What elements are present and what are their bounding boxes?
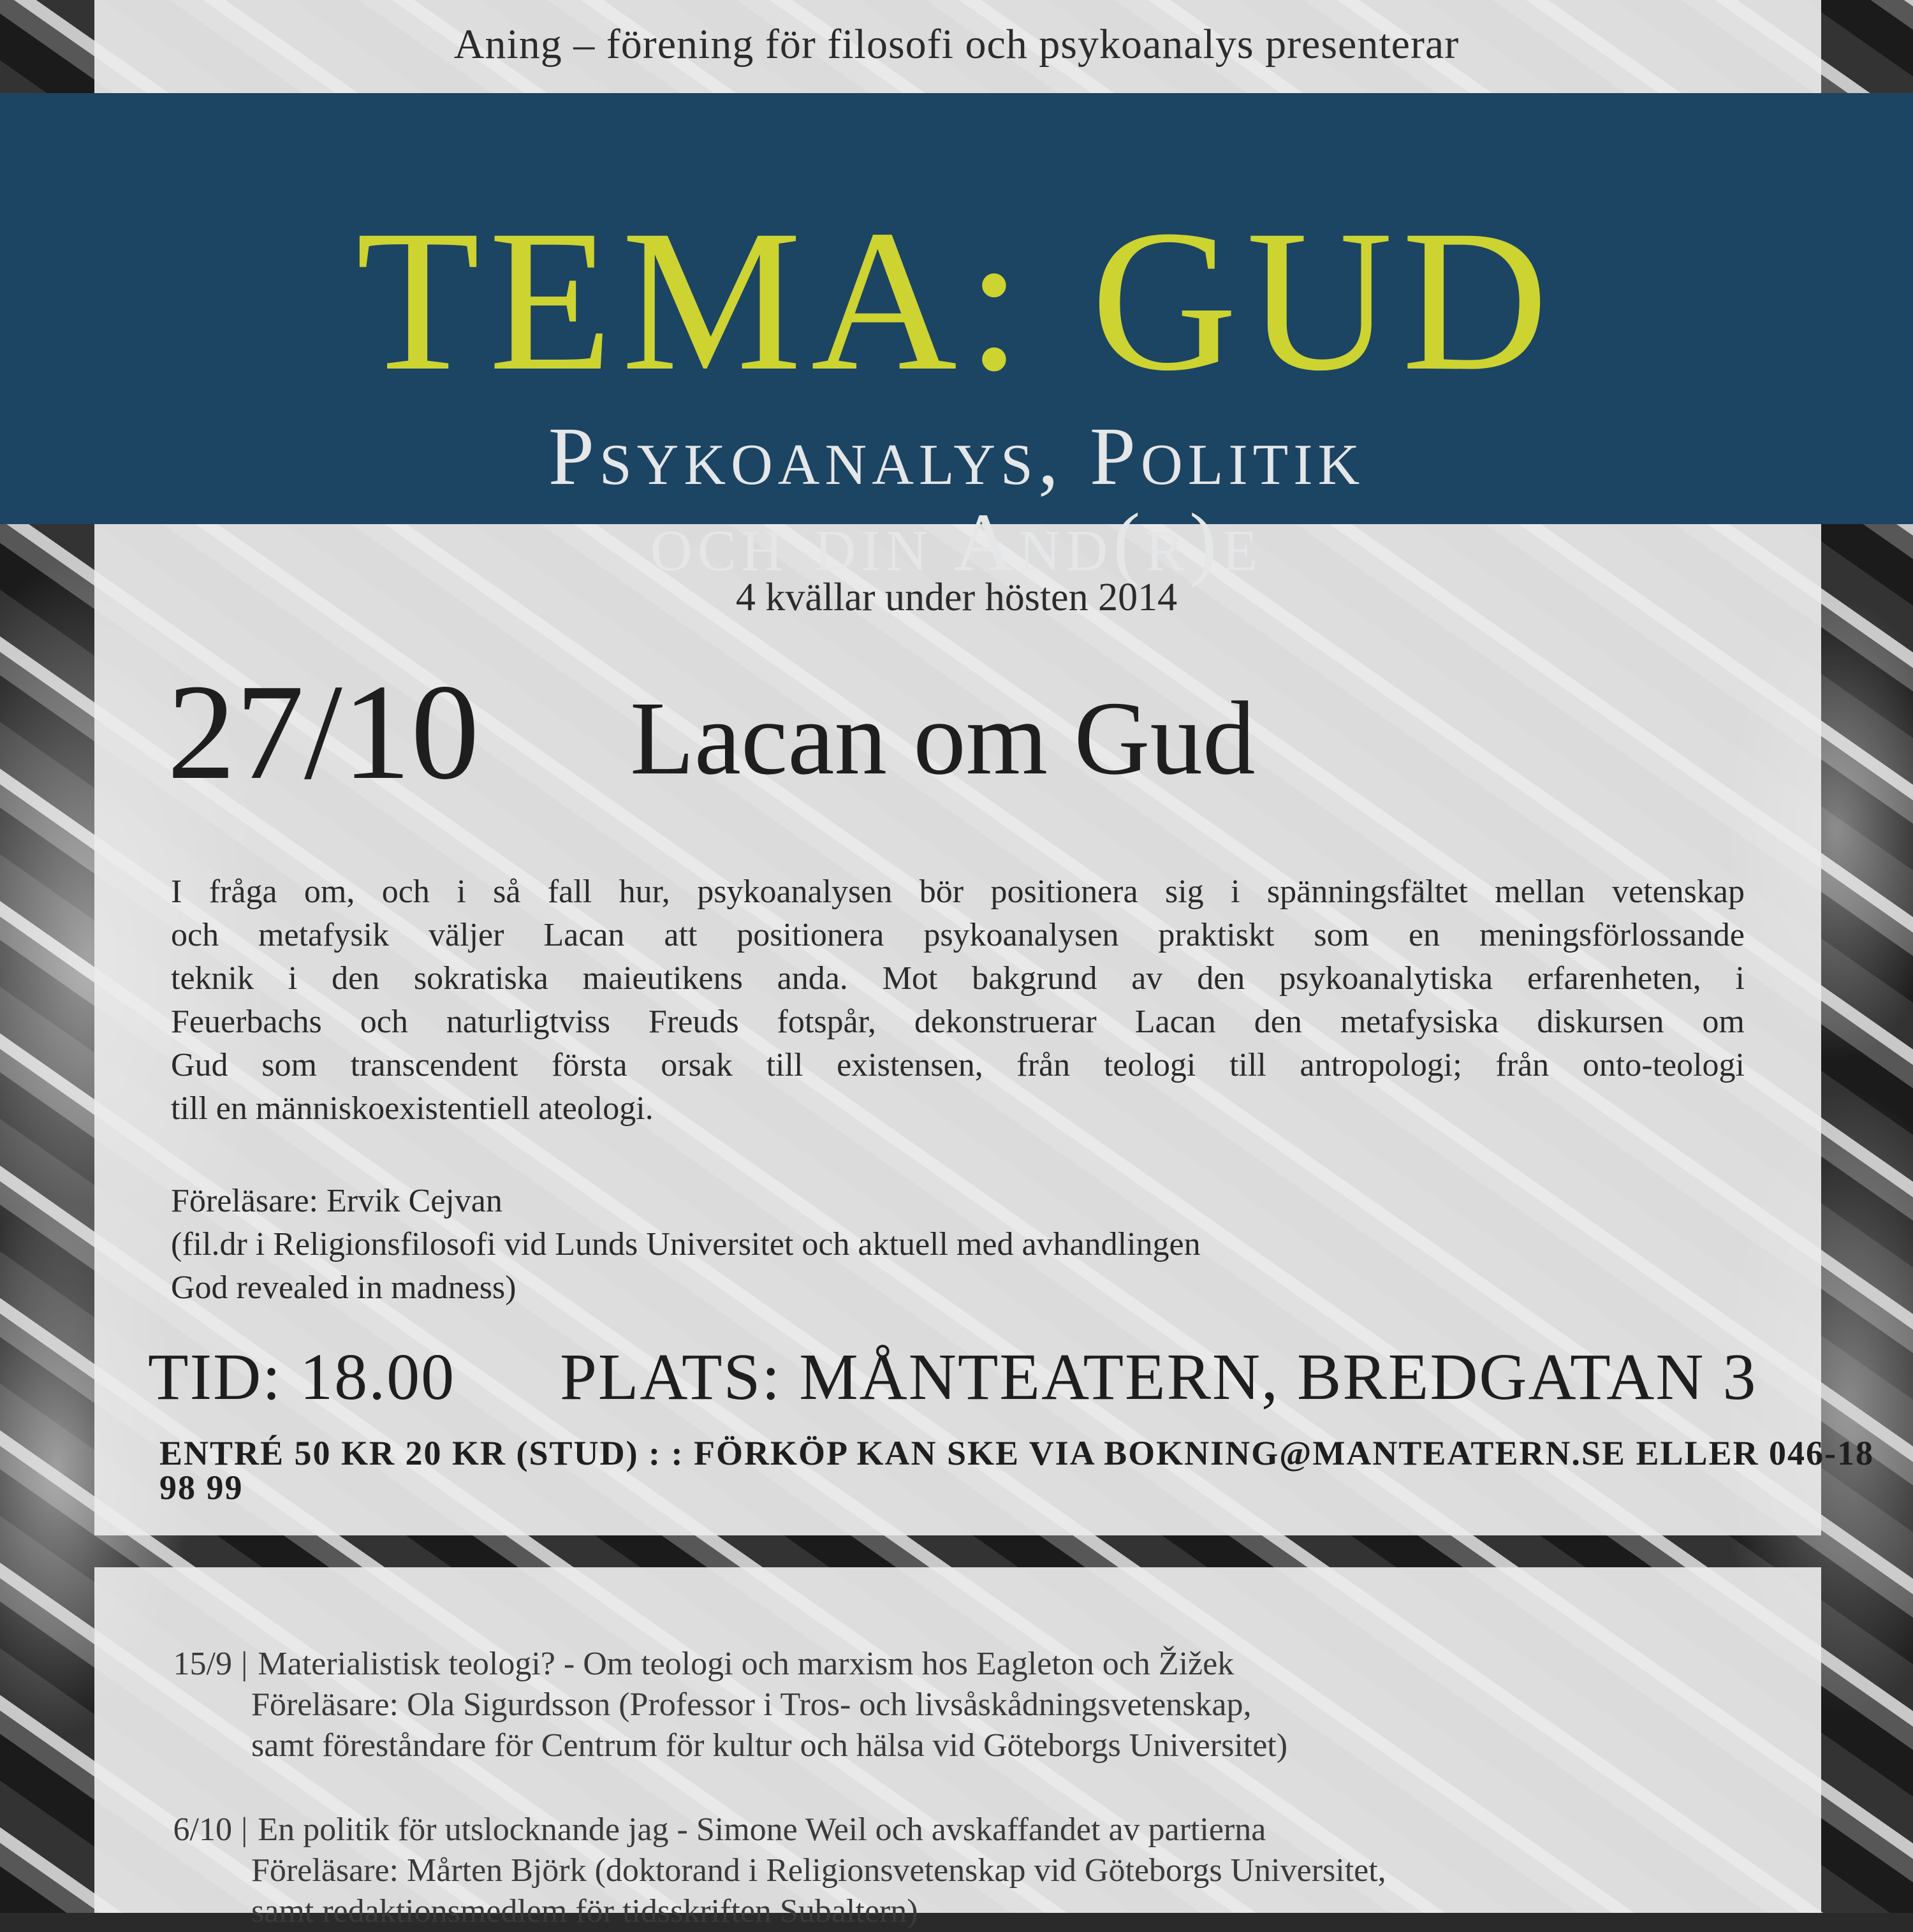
program-speaker: Föreläsare: Mårten Björk (doktorand i Religionsvetenskap vid Göteborgs Universitet, <box>251 1852 1386 1889</box>
speaker-bio-cont: God revealed in madness) <box>171 1270 517 1306</box>
event-title: Lacan om Gud <box>630 680 1256 796</box>
program-speaker-cont: samt redaktionsmedlem för tidsskriften Subaltern) <box>251 1893 918 1929</box>
description-line: I fråga om, och i så fall hur, psykoanalysen bör positionera sig i spänningsfältet mellan vetenskap <box>171 874 1745 910</box>
program-item <box>148 1810 1386 1932</box>
program-title: Materialistisk teologi? - Om teologi och marxism hos Eagleton och Žižek <box>258 1646 1235 1682</box>
description-line: teknik i den sokratiska maieutikens anda. Mot bakgrund av den psykoanalytiska erfarenheten, i <box>171 960 1745 997</box>
series-text: 4 kvällar under hösten 2014 <box>735 576 1178 619</box>
presenter-line: Aning – förening för filosofi och psykoanalys presenterar <box>453 21 1460 68</box>
event-time: TID: 18.00 <box>148 1340 456 1414</box>
title-banner <box>0 93 1913 589</box>
event-location: PLATS: MÅNTEATERN, BREDGATAN 3 <box>560 1340 1757 1414</box>
program-item <box>148 1644 1287 1766</box>
description-line: Feuerbachs och naturligtviss Freuds fotspår, dekonstruerar Lacan den metafysiska diskursen om <box>171 1004 1745 1040</box>
program-title: En politik för utslocknande jag - Simone Weil och avskaffandet av partierna <box>258 1811 1266 1848</box>
entry-info: ENTRÉ 50 KR 20 KR (STUD) : : FÖRKÖP KAN SKE VIA BOKNING@MANTEATERN.SE ELLER 046-18 98 99 <box>159 1434 1875 1507</box>
speaker-name: Föreläsare: Ervik Cejvan <box>171 1183 502 1219</box>
program-separator: | <box>241 1646 248 1682</box>
event-description <box>171 870 1745 1131</box>
description-line: Gud som transcendent första orsak till existensen, från teologi till antropologi; från onto-teologi <box>171 1047 1745 1083</box>
program-speaker-cont: samt föreståndare för Centrum för kultur och hälsa vid Göteborgs Universitet) <box>251 1727 1288 1764</box>
poster-subtitle-line1: Psykoanalys, Politik <box>548 411 1365 502</box>
event-date: 27/10 <box>167 655 480 808</box>
poster-title: TEMA: GUD <box>356 188 1557 413</box>
description-line: och metafysik väljer Lacan att positionera psykoanalysen praktiskt som en meningsförlossande <box>171 917 1745 953</box>
event-speaker <box>171 1180 1201 1310</box>
speaker-bio: (fil.dr i Religionsfilosofi vid Lunds Universitet och aktuell med avhandlingen <box>171 1226 1201 1262</box>
description-line: till en människoexistentiell ateologi. <box>171 1090 654 1127</box>
program-separator: | <box>241 1811 248 1848</box>
program-speaker: Föreläsare: Ola Sigurdsson (Professor i Tros- och livsåskådningsvetenskap, <box>251 1687 1252 1723</box>
poster-subtitle-line2: och din And(r)e <box>650 497 1263 589</box>
program-date: 6/10 <box>173 1811 232 1848</box>
program-date: 15/9 <box>173 1646 232 1682</box>
